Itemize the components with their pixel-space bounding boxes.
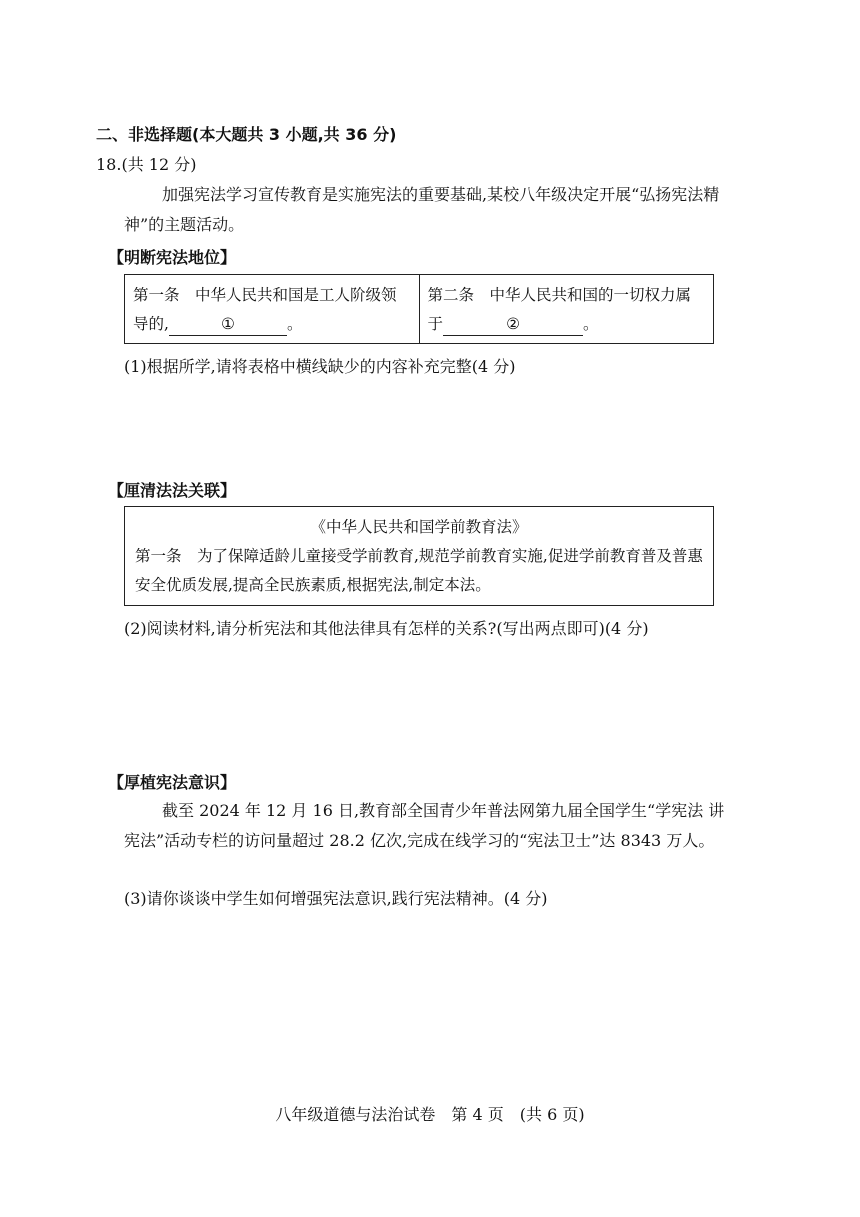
article2-end: 。 <box>583 315 599 333</box>
constitution-table <box>124 274 714 344</box>
part1-question: (1)根据所学,请将表格中横线缺少的内容补充完整(4 分) <box>124 357 516 376</box>
part2-heading: 【厘清法法关联】 <box>108 481 237 500</box>
part3-material: 截至 2024 年 12 月 16 日,教育部全国青少年普法网第九届全国学生“学宪法 讲宪法”活动专栏的访问量超过 28.2 亿次,完成在线学习的“宪法卫士”达 8343 万人。 <box>124 801 725 850</box>
question-intro: 加强宪法学习宣传教育是实施宪法的重要基础,某校八年级决定开展“弘扬宪法精神”的主题活动。 <box>124 185 720 234</box>
part1-heading: 【明断宪法地位】 <box>108 248 237 267</box>
page-footer: 八年级道德与法治试卷 第 4 页 (共 6 页) <box>275 1105 585 1124</box>
law-title: 《中华人民共和国学前教育法》 <box>310 518 528 536</box>
law-article: 第一条 为了保障适龄儿童接受学前教育,规范学前教育实施,促进学前教育普及普惠安全优质发展,提高全民族素质,根据宪法,制定本法。 <box>135 547 703 594</box>
part3-heading: 【厚植宪法意识】 <box>108 773 237 792</box>
article2-text: 第二条 中华人民共和国的一切权力属于 <box>427 286 692 333</box>
question-number: 18.(共 12 分) <box>96 155 197 174</box>
part2-question: (2)阅读材料,请分析宪法和其他法律具有怎样的关系?(写出两点即可)(4 分) <box>124 619 649 638</box>
part3-question: (3)请你谈谈中学生如何增强宪法意识,践行宪法精神。(4 分) <box>124 889 548 908</box>
table-cell-article2 <box>419 275 714 343</box>
article1-end: 。 <box>286 315 303 333</box>
table-cell-article1 <box>125 275 419 343</box>
article1-text: 第一条 中华人民共和国是工人阶级领导的, <box>133 286 397 333</box>
blank-1[interactable]: ① <box>169 313 287 336</box>
law-material-box <box>124 506 714 606</box>
section-title: 二、非选择题(本大题共 3 小题,共 36 分) <box>96 125 397 144</box>
blank-2[interactable]: ② <box>443 313 583 336</box>
